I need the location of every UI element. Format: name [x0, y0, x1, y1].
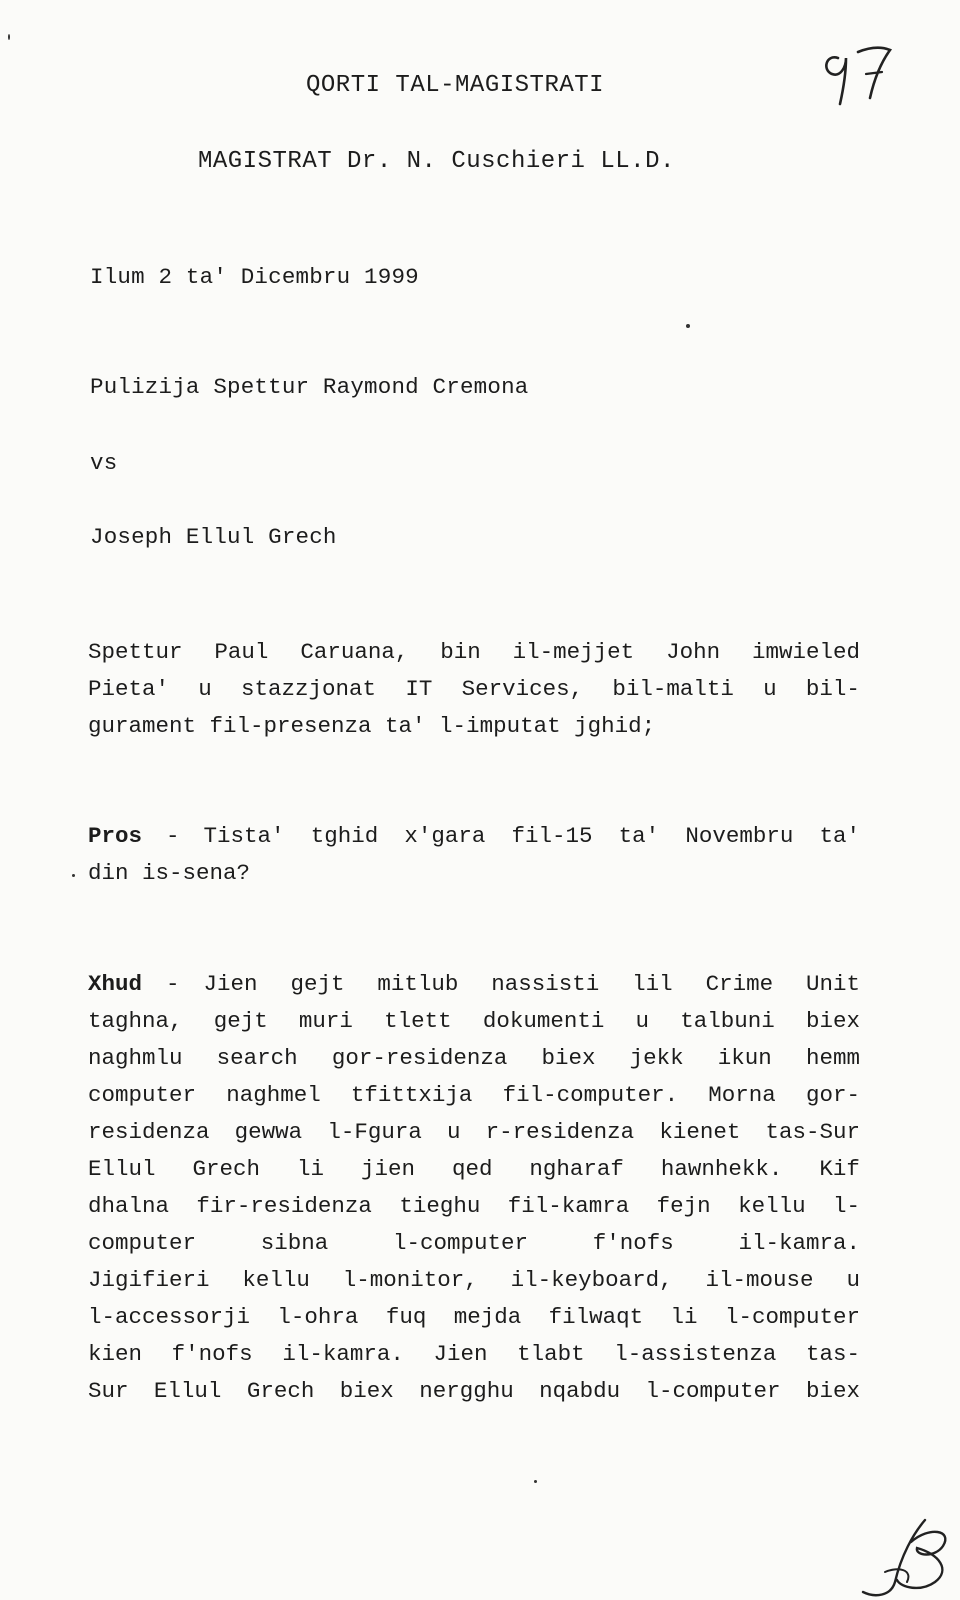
- word: kien: [88, 1341, 143, 1367]
- scan-speck: [8, 34, 10, 40]
- word: fejn: [656, 1193, 711, 1219]
- word: ngharaf: [529, 1156, 624, 1182]
- word: Unit: [805, 971, 860, 997]
- word: il-mouse: [705, 1267, 814, 1293]
- word: f'nofs: [592, 1230, 674, 1256]
- word: sibna: [260, 1230, 329, 1256]
- question-first-line: [204, 818, 860, 855]
- word: Spettur: [88, 639, 183, 665]
- word: ikun: [717, 1045, 772, 1071]
- word: fil-kamra: [507, 1193, 630, 1219]
- word: jien: [360, 1156, 415, 1182]
- paragraph-line: [88, 1114, 860, 1151]
- word: l-monitor,: [342, 1267, 478, 1293]
- word: u: [198, 676, 212, 702]
- magistrate-name: MAGISTRAT Dr. N. Cuschieri LL.D.: [198, 148, 675, 175]
- word: gor-: [805, 1082, 860, 1108]
- paragraph-line: [88, 1151, 860, 1188]
- word: Jigifieri: [88, 1267, 210, 1293]
- scan-speck: [534, 1480, 537, 1483]
- scan-speck: [686, 324, 690, 328]
- scan-speck: [72, 874, 75, 877]
- word: Morna: [708, 1082, 776, 1108]
- witness-intro-paragraph: [88, 634, 860, 745]
- word: tfittxija: [350, 1082, 473, 1108]
- word: u: [635, 1008, 650, 1034]
- word: kellu: [242, 1267, 310, 1293]
- paragraph-line: [88, 671, 860, 708]
- word: John: [666, 639, 721, 665]
- word: Grech: [192, 1156, 260, 1182]
- word: mitlub: [377, 971, 459, 997]
- word: biex: [339, 1378, 394, 1404]
- word: Paul: [214, 639, 269, 665]
- word: Grech: [246, 1378, 315, 1404]
- word: fuq: [385, 1304, 427, 1330]
- prosecution-question: [88, 818, 860, 892]
- word: Crime: [705, 971, 774, 997]
- word: Caruana,: [300, 639, 409, 665]
- word: Jien: [203, 971, 258, 997]
- word: l-: [832, 1193, 860, 1219]
- court-title: QORTI TAL-MAGISTRATI: [306, 72, 605, 99]
- word: bin: [440, 639, 481, 665]
- word: ta': [618, 823, 660, 849]
- paragraph-line: [88, 1336, 860, 1373]
- word: biex: [805, 1008, 860, 1034]
- word: l-computer: [724, 1304, 860, 1330]
- word: imwieled: [751, 639, 860, 665]
- paragraph-line: gurament fil-presenza ta' l-imputat jghid;: [88, 713, 656, 739]
- handwritten-initials: [855, 1512, 955, 1600]
- word: qed: [451, 1156, 493, 1182]
- word: naghmel: [226, 1082, 321, 1108]
- speaker-label: Pros: [88, 823, 143, 849]
- word: l-computer: [645, 1378, 781, 1404]
- word: computer: [88, 1230, 197, 1256]
- word: Services,: [461, 676, 584, 702]
- word: mejda: [453, 1304, 522, 1330]
- speaker-label: Xhud: [88, 971, 143, 997]
- word: filwaqt: [548, 1304, 644, 1330]
- word: talbuni: [680, 1008, 775, 1034]
- word: gejt: [290, 971, 345, 997]
- paragraph-line: [88, 1299, 860, 1336]
- word: residenza: [88, 1119, 210, 1145]
- paragraph-line: Pros - Tista' tghid x'gara fil-15 ta' Novembru ta': [88, 818, 860, 855]
- word: l-accessorji: [88, 1304, 251, 1330]
- word: Tista': [203, 823, 285, 849]
- prosecution-party: Pulizija Spettur Raymond Cremona: [90, 374, 529, 400]
- word: muri: [298, 1008, 353, 1034]
- witness-answer: [88, 966, 860, 1410]
- word: tlabt: [517, 1341, 585, 1367]
- word: gejt: [213, 1008, 268, 1034]
- word: l-Fgura: [327, 1119, 422, 1145]
- word: biex: [541, 1045, 596, 1071]
- word: tieghu: [399, 1193, 481, 1219]
- handwritten-page-number: [818, 40, 898, 110]
- word: l-computer: [392, 1230, 529, 1256]
- word: naghmlu: [88, 1045, 183, 1071]
- word: taghna,: [88, 1008, 183, 1034]
- word: search: [216, 1045, 298, 1071]
- word: l-ohra: [277, 1304, 359, 1330]
- paragraph-line: [88, 1262, 860, 1299]
- word: gewwa: [234, 1119, 303, 1145]
- word: tlett: [384, 1008, 452, 1034]
- word: il-mejjet: [512, 639, 635, 665]
- paragraph-line: [88, 1003, 860, 1040]
- word: Novembru: [685, 823, 794, 849]
- paragraph-line: [88, 1373, 860, 1410]
- word: hawnhekk.: [660, 1156, 783, 1182]
- answer-first-line: [204, 966, 860, 1003]
- word: Ellul: [88, 1156, 156, 1182]
- word: fir-residenza: [196, 1193, 372, 1219]
- word: ta': [819, 823, 860, 849]
- word: li: [296, 1156, 324, 1182]
- word: fil-computer.: [502, 1082, 679, 1108]
- word: u: [846, 1267, 860, 1293]
- word: bil-malti: [612, 676, 734, 702]
- word: Ellul: [153, 1378, 222, 1404]
- word: stazzjonat: [241, 676, 377, 702]
- word: kellu: [738, 1193, 806, 1219]
- word: tas-: [805, 1341, 860, 1367]
- word: Kif: [819, 1156, 860, 1182]
- word: li: [670, 1304, 698, 1330]
- word: gor-residenza: [331, 1045, 508, 1071]
- word: dhalna: [88, 1193, 170, 1219]
- word: jekk: [629, 1045, 684, 1071]
- hearing-date: Ilum 2 ta' Dicembru 1999: [90, 264, 419, 290]
- paragraph-line: Xhud - Jien gejt mitlub nassisti lil Crime Unit: [88, 966, 860, 1003]
- word: IT: [405, 676, 433, 702]
- word: hemm: [805, 1045, 860, 1071]
- word: biex: [805, 1378, 860, 1404]
- paragraph-line: [88, 1225, 860, 1262]
- word: fil-15: [511, 823, 593, 849]
- word: r-residenza: [485, 1119, 635, 1145]
- word: u: [763, 676, 777, 702]
- word: tas-Sur: [765, 1119, 860, 1145]
- word: computer: [88, 1082, 197, 1108]
- word: dokumenti: [482, 1008, 605, 1034]
- paragraph-line: [88, 1040, 860, 1077]
- word: il-kamra.: [282, 1341, 404, 1367]
- accused-party: Joseph Ellul Grech: [90, 524, 337, 550]
- word: il-kamra.: [738, 1230, 860, 1256]
- word: kienet: [659, 1119, 741, 1145]
- word: nergghu: [419, 1378, 514, 1404]
- word: bil-: [805, 676, 860, 702]
- versus-label: vs: [90, 450, 118, 476]
- word: nqabdu: [539, 1378, 621, 1404]
- word: u: [446, 1119, 461, 1145]
- paragraph-line: [88, 634, 860, 671]
- word: il-keyboard,: [510, 1267, 673, 1293]
- word: Jien: [433, 1341, 488, 1367]
- word: x'gara: [404, 823, 486, 849]
- word: l-assistenza: [614, 1341, 777, 1367]
- word: lil: [632, 971, 673, 997]
- word: Sur: [88, 1378, 129, 1404]
- paragraph-line: [88, 1077, 860, 1114]
- word: f'nofs: [171, 1341, 253, 1367]
- word: Pieta': [88, 676, 170, 702]
- word: nassisti: [491, 971, 600, 997]
- paragraph-line: [88, 1188, 860, 1225]
- paragraph-line: din is-sena?: [88, 860, 251, 886]
- word: tghid: [310, 823, 379, 849]
